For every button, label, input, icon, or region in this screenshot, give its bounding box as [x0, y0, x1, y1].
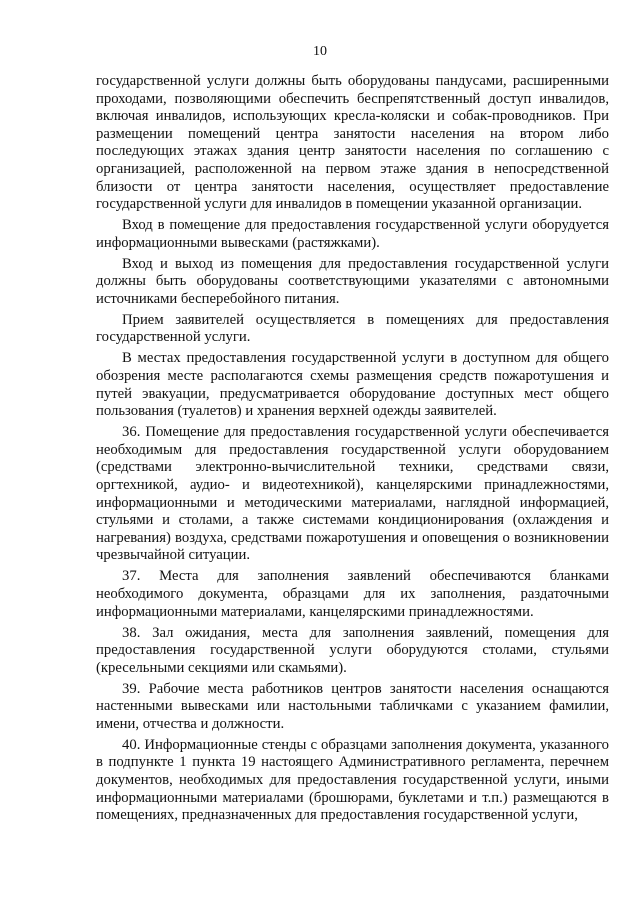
paragraph-entrance-signage: Вход в помещение для предоставления государственной услуги оборудуется информационными вывесками (растяжками).	[96, 217, 609, 251]
paragraph-item-39: 39. Рабочие места работников центров занятости населения оснащаются настенными вывесками или настольными табличками с указанием фамилии, имени, отчества и должности.	[96, 680, 609, 732]
paragraph-item-36: 36. Помещение для предоставления государственной услуги обеспечивается необходимым для предоставления государственной услуги оборудованием (средствами электронно-вычислительной техники, средствами связи, оргтехникой, аудио- и видеотехникой), канцелярскими принадлежностями, информационными и методическими материалами, наглядной информацией, стульями и столами, а также системами кондиционирования (охлаждения и нагревания) воздуха, средствами пожаротушения и оповещения о возникновении чрезвычайной ситуации.	[96, 424, 609, 564]
paragraph-item-40: 40. Информационные стенды с образцами заполнения документа, указанного в подпункте 1 пункта 19 настоящего Административного регламента, перечнем документов, необходимых для предоставления государственной услуги, иными информационными материалами (брошюрами, буклетами и т.п.) размещаются в помещениях, предназначенных для предоставления государственной услуги,	[96, 736, 609, 824]
paragraph-applicant-reception: Прием заявителей осуществляется в помещениях для предоставления государственной услуги.	[96, 311, 609, 346]
document-body	[96, 73, 609, 828]
page-number: 10	[313, 44, 327, 59]
paragraph-item-37: 37. Места для заполнения заявлений обеспечиваются бланками необходимого документа, образцами для их заполнения, раздаточными информационными материалами, канцелярскими принадлежностями.	[96, 568, 609, 620]
paragraph-evacuation-schemes: В местах предоставления государственной услуги в доступном для общего обозрения месте располагаются схемы размещения средств пожаротушения и путей эвакуации, предусматривается оборудование доступных мест общего пользования (туалетов) и хранения верхней одежды заявителей.	[96, 350, 609, 420]
paragraph-item-38: 38. Зал ожидания, места для заполнения заявлений, помещения для предоставления государственной услуги оборудуются столами, стульями (кресельными секциями или скамьями).	[96, 624, 609, 676]
paragraph-entrance-exit-indicators: Вход и выход из помещения для предоставления государственной услуги должны быть оборудованы соответствующими указателями с автономными источниками бесперебойного питания.	[96, 255, 609, 307]
paragraph-continuation: государственной услуги должны быть оборудованы пандусами, расширенными проходами, позволяющими обеспечить беспрепятственный доступ инвалидов, включая инвалидов, использующих кресла-коляски и собак-проводников. При размещении помещений центра занятости населения на втором либо последующих этажах здания центр занятости населения по соглашению с организацией, расположенной на первом этаже здания в непосредственной близости от центра занятости населения, осуществляет предоставление государственной услуги для инвалидов в помещении указанной организации.	[96, 73, 609, 213]
